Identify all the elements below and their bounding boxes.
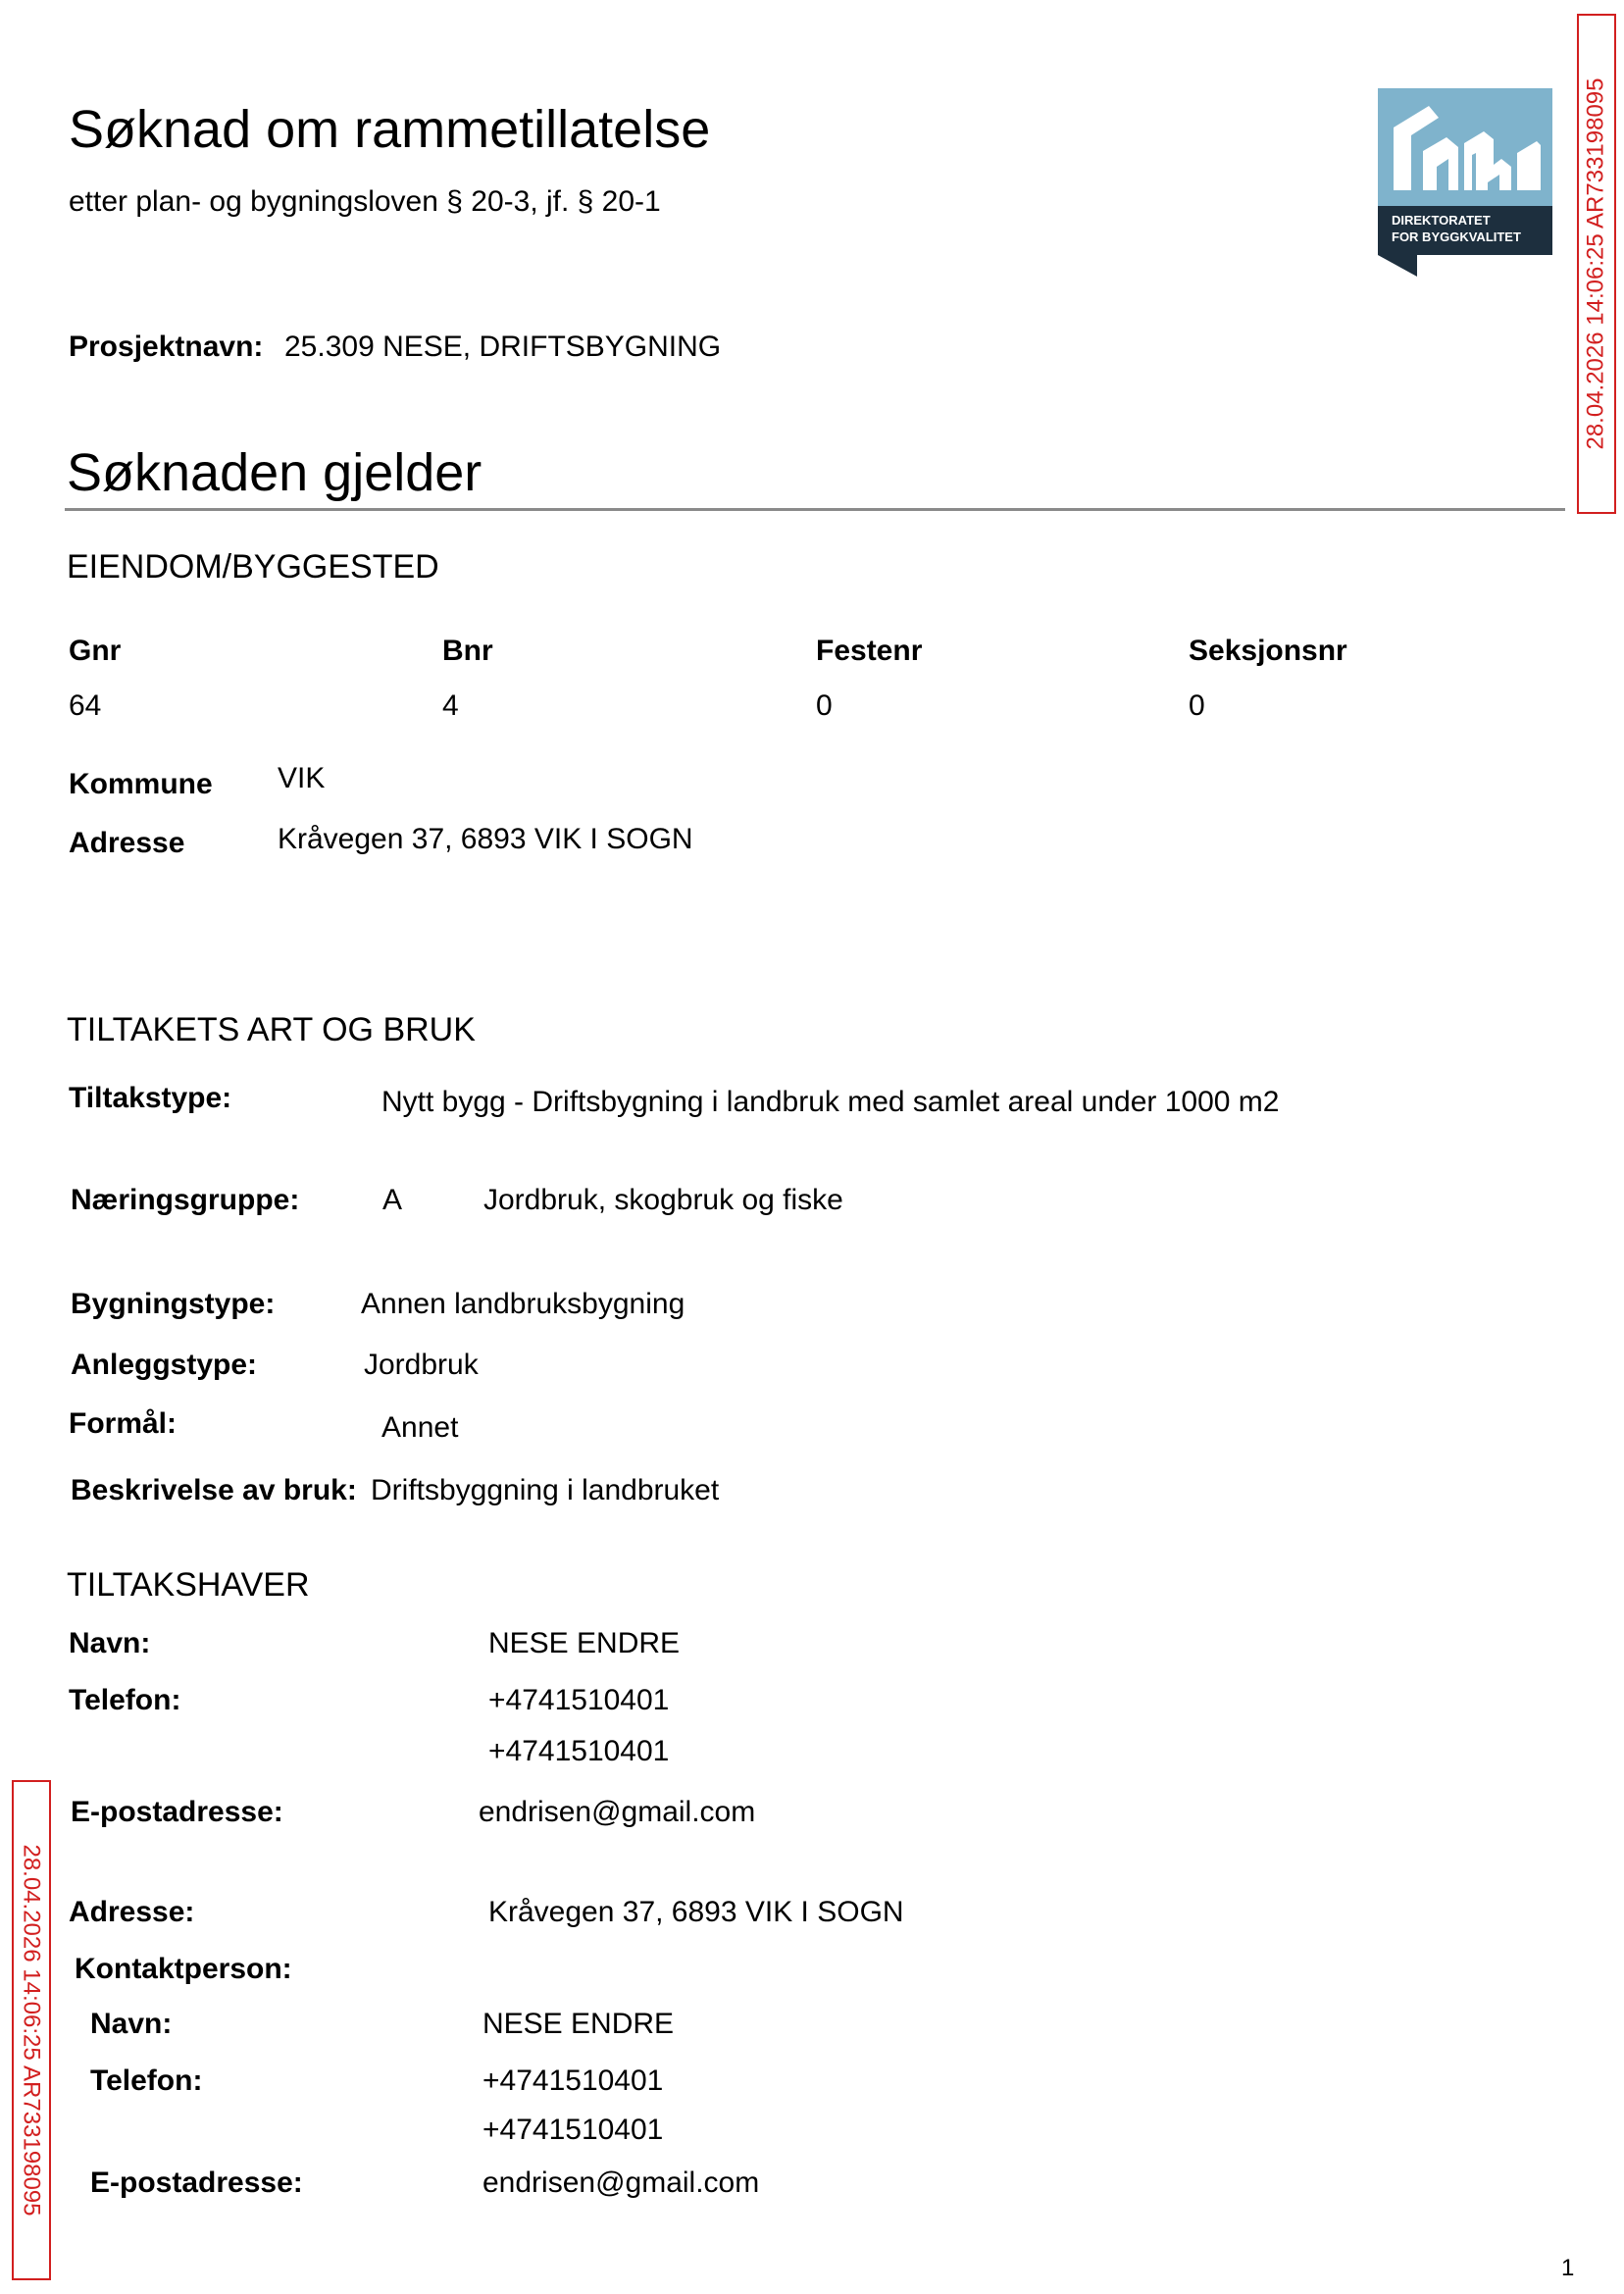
naeringsgruppe-value: Jordbruk, skogbruk og fiske — [483, 1184, 843, 1216]
page-number: 1 — [1561, 2255, 1575, 2281]
adresse-label: Adresse — [69, 827, 185, 859]
kontakt-telefon-2: +4741510401 — [482, 2114, 664, 2146]
tiltakshaver-telefon-1: +4741510401 — [488, 1684, 670, 1716]
logo-text-2: FOR BYGGKVALITET — [1392, 229, 1521, 244]
formal-value: Annet — [381, 1411, 459, 1444]
logo-text-1: DIREKTORATET — [1392, 213, 1491, 228]
section-divider — [65, 508, 1565, 511]
tiltakstype-value: Nytt bygg - Driftsbygning i landbruk med samlet areal under 1000 m2 — [381, 1086, 1280, 1118]
tiltakshaver-adresse-label: Adresse: — [69, 1896, 195, 1928]
receipt-stamp-top — [1577, 14, 1616, 514]
festenr-label: Festenr — [816, 635, 923, 667]
bygningstype-value: Annen landbruksbygning — [361, 1288, 685, 1320]
tiltakshaver-telefon-label: Telefon: — [69, 1684, 181, 1716]
tiltakstype-label: Tiltakstype: — [69, 1082, 232, 1114]
section-title: Søknaden gjelder — [67, 443, 482, 502]
tiltak-heading: TILTAKETS ART OG BRUK — [67, 1011, 476, 1048]
document-subtitle: etter plan- og bygningsloven § 20-3, jf. § 20-1 — [69, 185, 661, 218]
seksjonsnr-label: Seksjonsnr — [1189, 635, 1347, 667]
kommune-label: Kommune — [69, 768, 213, 800]
kontakt-navn-label: Navn: — [90, 2008, 173, 2040]
tiltakshaver-adresse-value: Kråvegen 37, 6893 VIK I SOGN — [488, 1896, 904, 1928]
document-title: Søknad om rammetillatelse — [69, 100, 711, 159]
beskrivelse-value: Driftsbyggning i landbruket — [371, 1474, 720, 1506]
dibk-logo — [1378, 88, 1552, 277]
property-heading: EIENDOM/BYGGESTED — [67, 548, 439, 586]
bnr-label: Bnr — [442, 635, 493, 667]
receipt-stamp-bottom — [12, 1780, 51, 2280]
kontakt-telefon-1: +4741510401 — [482, 2065, 664, 2097]
naeringsgruppe-code: A — [382, 1184, 403, 1216]
tiltakshaver-navn-value: NESE ENDRE — [488, 1627, 681, 1659]
receipt-stamp-bottom-text: 28.04.2026 14:06:25 AR733198095 — [19, 1844, 45, 2217]
bygningstype-label: Bygningstype: — [71, 1288, 276, 1320]
bnr-value: 4 — [442, 689, 459, 722]
anleggstype-label: Anleggstype: — [71, 1349, 258, 1381]
seksjonsnr-value: 0 — [1189, 689, 1205, 722]
kontaktperson-label: Kontaktperson: — [75, 1953, 292, 1985]
tiltakshaver-heading: TILTAKSHAVER — [67, 1566, 310, 1604]
kontakt-telefon-label: Telefon: — [90, 2065, 203, 2097]
kontakt-navn-value: NESE ENDRE — [482, 2008, 675, 2040]
beskrivelse-label: Beskrivelse av bruk: — [71, 1474, 357, 1506]
kommune-value: VIK — [278, 762, 326, 794]
project-value: 25.309 NESE, DRIFTSBYGNING — [284, 331, 722, 363]
tiltakshaver-epost-label: E-postadresse: — [71, 1796, 283, 1828]
building-logo-icon — [1378, 88, 1552, 277]
gnr-label: Gnr — [69, 635, 122, 667]
receipt-stamp-top-text: 28.04.2026 14:06:25 AR733198095 — [1583, 77, 1609, 450]
kontakt-epost-value: endrisen@gmail.com — [482, 2167, 760, 2199]
adresse-value: Kråvegen 37, 6893 VIK I SOGN — [278, 823, 693, 855]
project-label: Prosjektnavn: — [69, 331, 264, 363]
tiltakshaver-navn-label: Navn: — [69, 1627, 151, 1659]
anleggstype-value: Jordbruk — [364, 1349, 479, 1381]
festenr-value: 0 — [816, 689, 833, 722]
gnr-value: 64 — [69, 689, 102, 722]
kontakt-epost-label: E-postadresse: — [90, 2167, 303, 2199]
naeringsgruppe-label: Næringsgruppe: — [71, 1184, 300, 1216]
tiltakshaver-epost-value: endrisen@gmail.com — [479, 1796, 756, 1828]
formal-label: Formål: — [69, 1407, 178, 1440]
tiltakshaver-telefon-2: +4741510401 — [488, 1735, 670, 1767]
